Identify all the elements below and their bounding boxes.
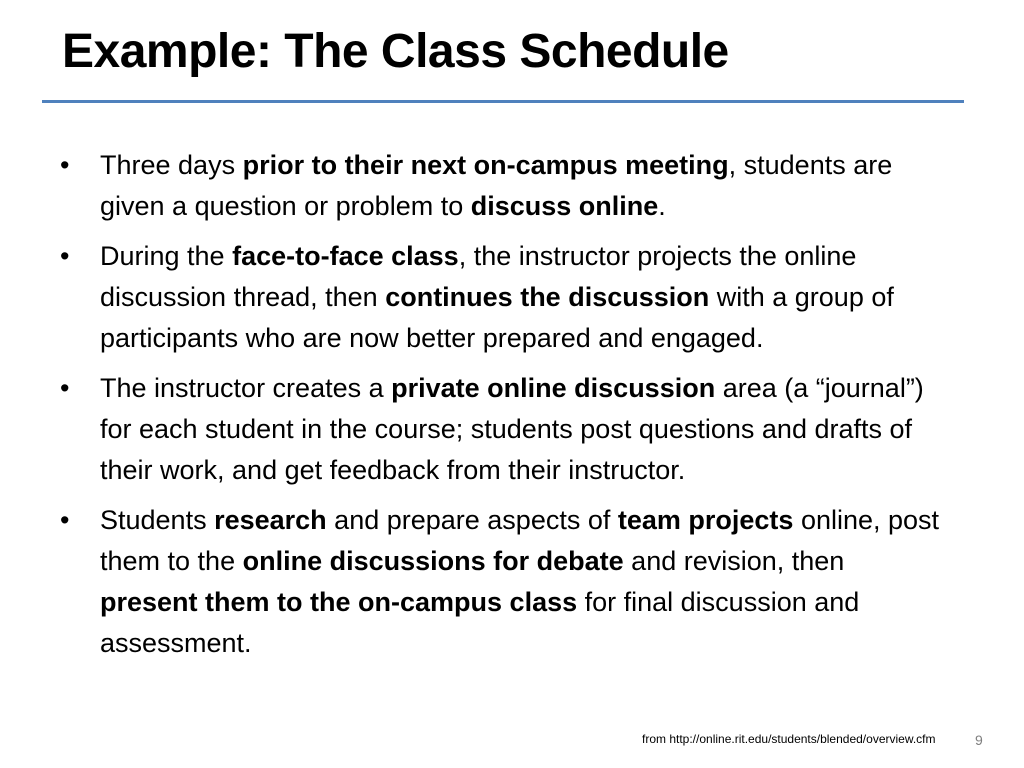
bullet-item — [58, 145, 948, 227]
bullet-text-part: online, post them to the — [100, 505, 940, 576]
bullet-emphasis: prior to their next on-campus meeting — [242, 150, 729, 180]
bullet-text-part: with a group of participants who are now better prepared and engaged. — [100, 282, 894, 353]
bullet-text-part: Three days — [100, 150, 243, 180]
bullet-text-part: and revision, then — [623, 546, 845, 576]
bullet-text-part: The instructor creates a — [100, 373, 392, 403]
bullet-text-part: and prepare aspects of — [326, 505, 618, 535]
bullet-item — [58, 236, 948, 359]
bullet-marker: • — [60, 505, 70, 535]
bullet-text-part: Students — [100, 505, 215, 535]
bullet-item — [58, 500, 948, 664]
bullet-text-part: , the instructor projects the online discussion thread, then — [100, 241, 857, 312]
bullet-text-part: for final discussion and assessment. — [100, 587, 860, 658]
bullet-text-part: area (a “journal”) for each student in the course; students post questions and drafts of their work, and get feedback from their instructor. — [100, 373, 924, 485]
bullet-emphasis: face-to-face class — [232, 241, 459, 271]
bullet-emphasis: continues the discussion — [385, 282, 710, 312]
bullet-text-part: During the — [100, 241, 233, 271]
bullet-text-part: . — [658, 191, 666, 221]
bullet-emphasis: present them to the on-campus class — [100, 587, 578, 617]
title-divider — [42, 100, 964, 103]
source-citation: from http://online.rit.edu/students/blended/overview.cfm — [642, 732, 936, 746]
slide-page-number: 9 — [975, 732, 983, 748]
bullet-emphasis: team projects — [617, 505, 794, 535]
bullet-marker: • — [60, 150, 70, 180]
bullet-emphasis: online discussions for debate — [242, 546, 624, 576]
bullet-marker: • — [60, 241, 70, 271]
bullet-emphasis: private online discussion — [391, 373, 716, 403]
slide-title: Example: The Class Schedule — [62, 25, 729, 78]
bullet-emphasis: research — [214, 505, 327, 535]
bullet-emphasis: discuss online — [470, 191, 659, 221]
bullet-marker: • — [60, 373, 70, 403]
bullet-list — [58, 145, 948, 673]
bullet-text-part: , students are given a question or problem to — [100, 150, 893, 221]
bullet-item — [58, 368, 948, 491]
